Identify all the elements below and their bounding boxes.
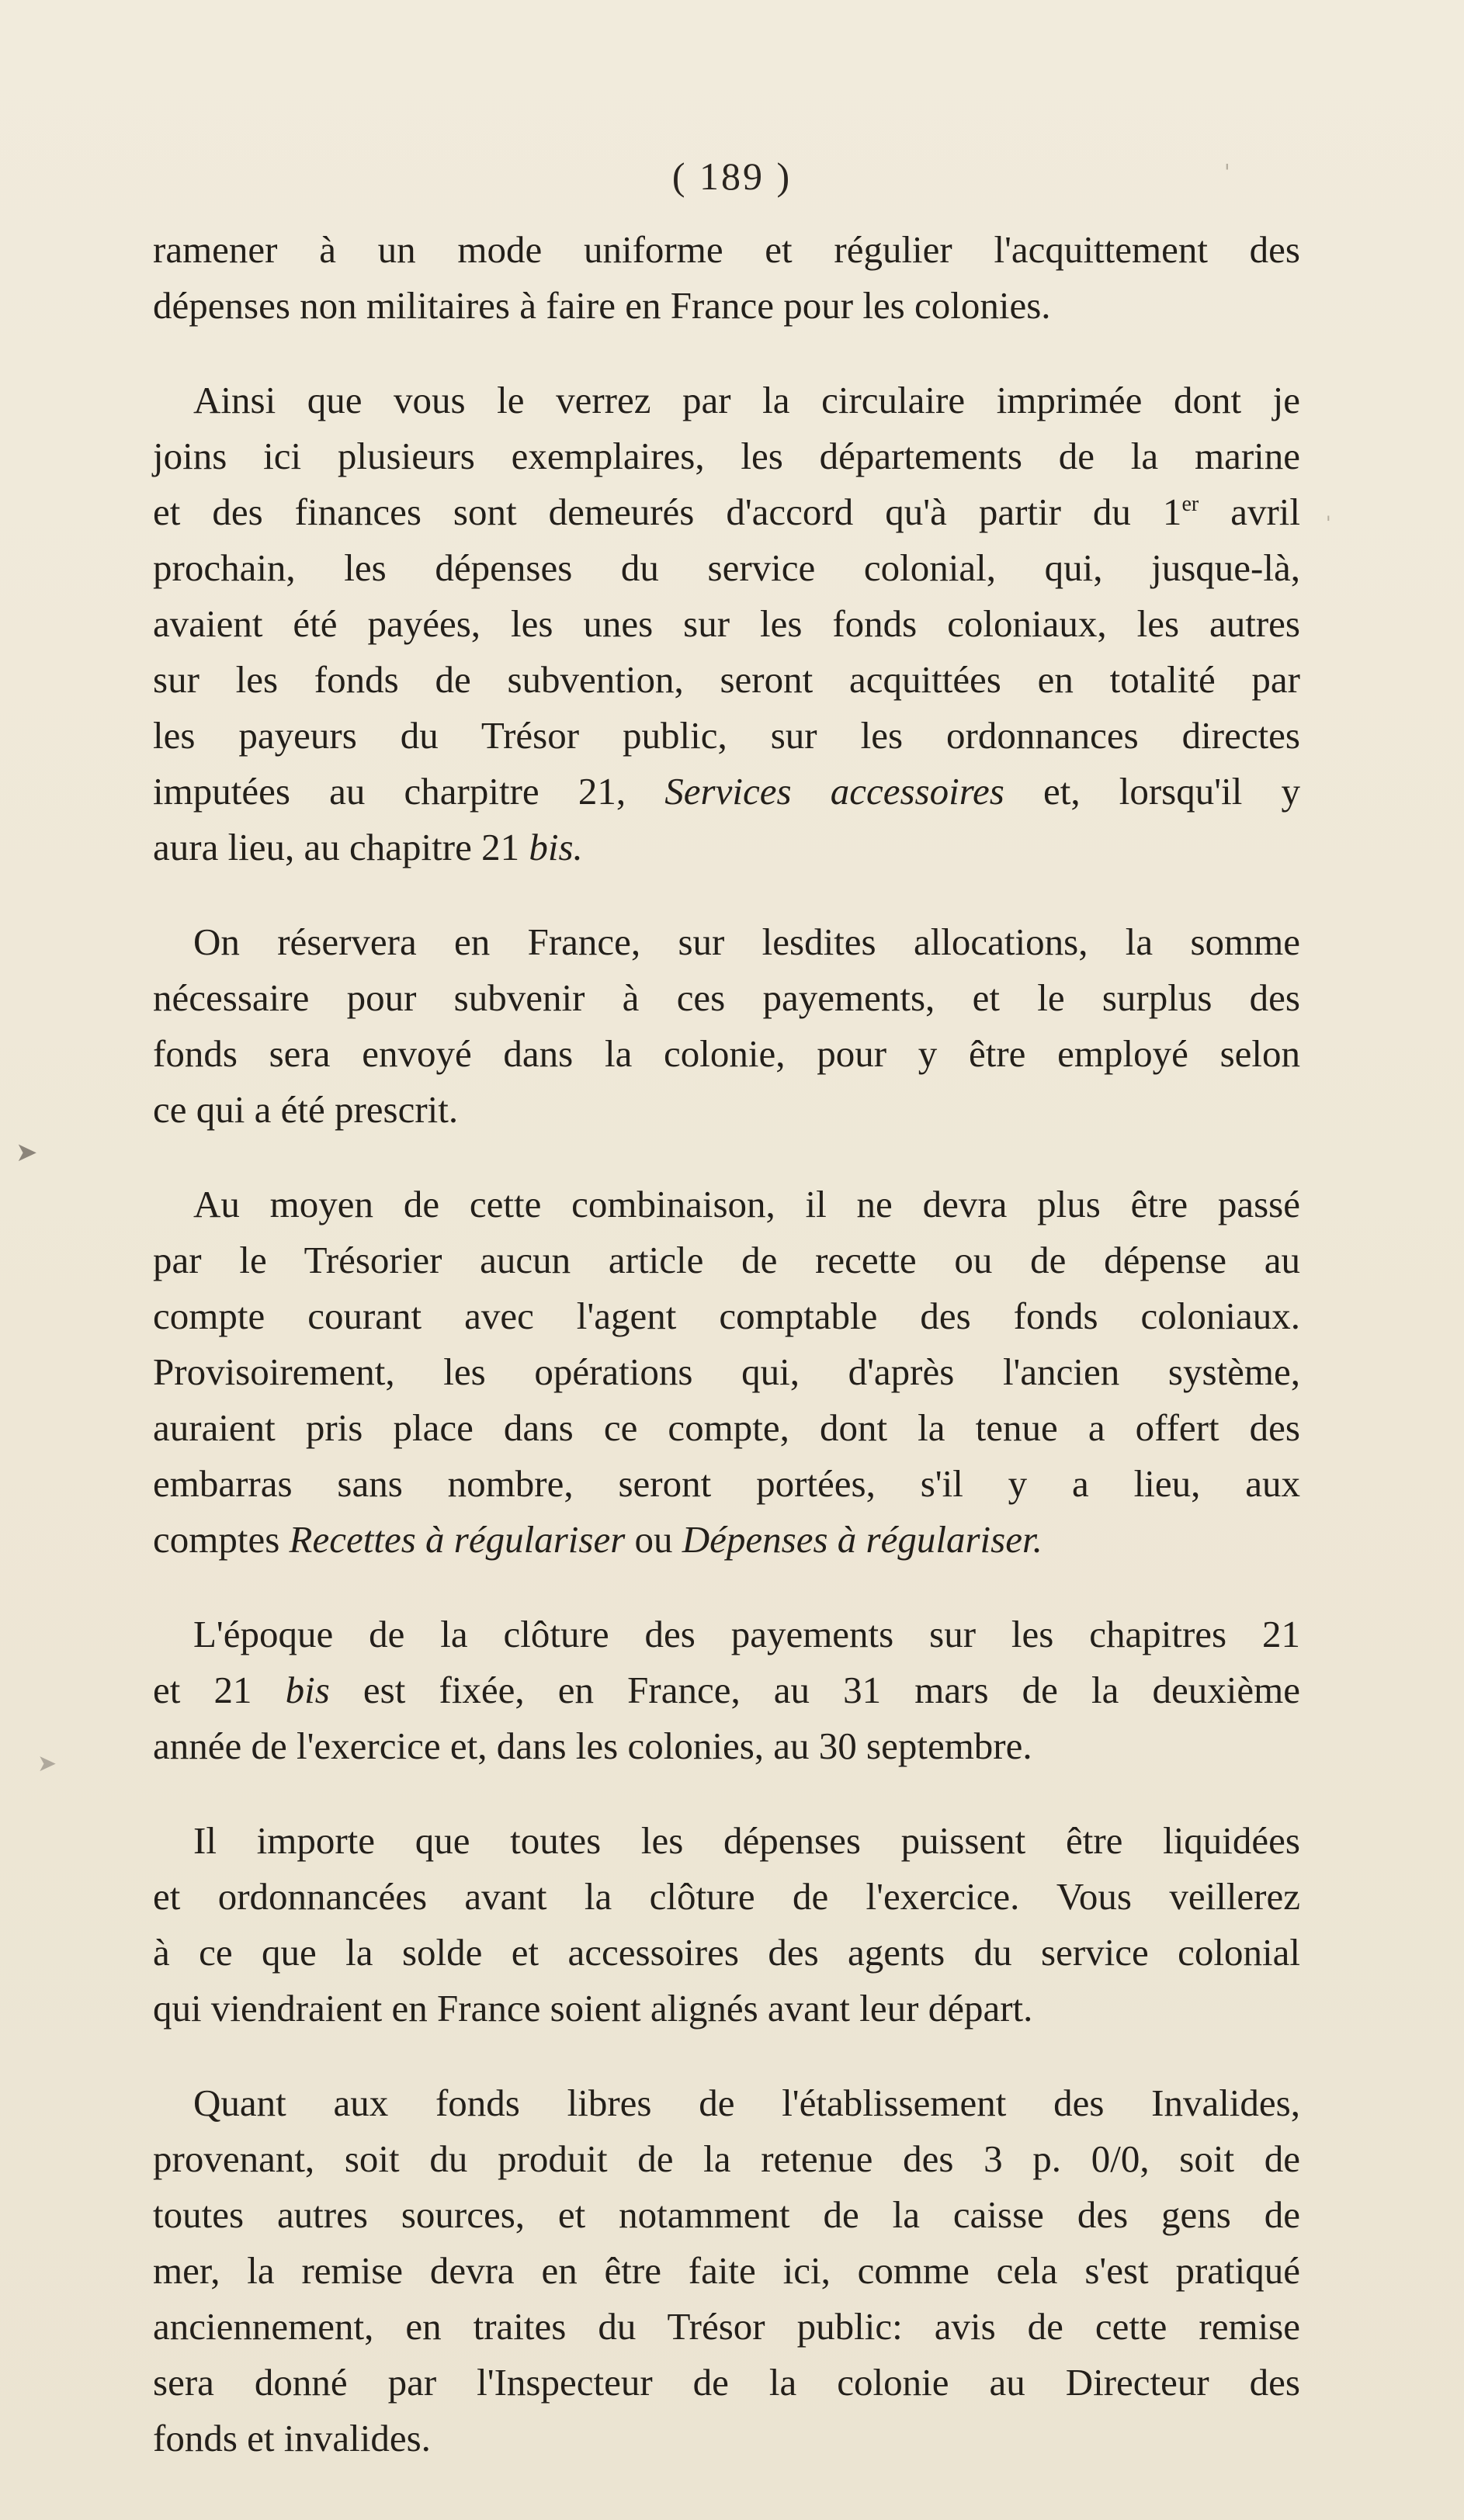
paragraph-gap [153,2036,1300,2075]
text-run: ramener à un mode uniforme et régulier l'acquittement des [153,228,1300,271]
text-run: On réservera en France, sur lesdites allocations, la somme [193,920,1300,963]
text-line [153,1718,1300,1774]
paragraph-gap [153,1568,1300,1607]
text-run: année de l'exercice et, dans les colonies, au 30 septembre. [153,1724,1032,1767]
text-run: toutes autres sources, et notamment de la caisse des gens de [153,2193,1300,2236]
text-run: provenant, soit du produit de la retenue des 3 p. 0/0, soit de [153,2137,1300,2180]
text-run: Ainsi que vous le verrez par la circulaire imprimée dont je [193,379,1300,421]
italic-text: bis [285,1669,330,1711]
body-text [153,222,1300,2466]
text-line [153,2243,1300,2299]
page-number: ( 189 ) [671,154,793,198]
text-line [153,484,1300,540]
paragraph-gap [153,875,1300,914]
text-run: et ordonnancées avant la clôture de l'exercice. Vous veillerez [153,1875,1300,1918]
text-run: auraient pris place dans ce compte, dont la tenue a offert des [153,1406,1300,1449]
paragraph [153,222,1300,334]
paragraph [153,914,1300,1138]
text-line [153,1925,1300,1981]
text-line [153,708,1300,764]
text-line [153,652,1300,708]
text-line [153,278,1300,334]
text-run: avril [1199,490,1300,533]
text-run: anciennement, en traites du Trésor public: avis de cette remise [153,2305,1300,2348]
text-run: et, lorsqu'il y [1004,770,1300,813]
text-run: comptes [153,1518,290,1561]
text-line [153,914,1300,970]
text-run: les payeurs du Trésor public, sur les ordonnances directes [153,714,1300,757]
text-run: nécessaire pour subvenir à ces payements, et le surplus des [153,976,1300,1019]
text-line [153,1981,1300,2036]
text-line [153,1232,1300,1288]
margin-tick-mark: ' [1326,512,1331,534]
paragraph [153,1177,1300,1568]
text-run: fonds sera envoyé dans la colonie, pour y être employé selon [153,1032,1300,1075]
text-line [153,1026,1300,1082]
text-line [153,2355,1300,2411]
text-run: joins ici plusieurs exemplaires, les départements de la marine [153,435,1300,477]
text-run: aura lieu, au chapitre 21 [153,826,529,868]
text-line [153,373,1300,428]
italic-text: Recettes à régulariser [289,1518,626,1561]
text-line [153,1344,1300,1400]
text-run: Au moyen de cette combinaison, il ne devra plus être passé [193,1183,1300,1225]
text-line [153,1869,1300,1925]
margin-tick-mark: ' [1224,159,1230,185]
italic-text: Services accessoires [664,770,1004,813]
text-line [153,1607,1300,1662]
text-run: mer, la remise devra en être faite ici, comme cela s'est pratiqué [153,2249,1300,2292]
text-run: embarras sans nombre, seront portées, s'il y a lieu, aux [153,1462,1300,1505]
text-line [153,1813,1300,1869]
text-run: et 21 [153,1669,286,1711]
text-run: ou [625,1518,682,1561]
text-line [153,1456,1300,1512]
paragraph [153,373,1300,875]
superscript: er [1181,492,1199,516]
text-line [153,428,1300,484]
paragraph-gap [153,1138,1300,1177]
text-run: prochain, les dépenses du service colonial, qui, jusque-là, [153,546,1300,589]
paragraph [153,2075,1300,2466]
text-run: qui viendraient en France soient alignés avant leur départ. [153,1987,1033,2030]
text-line [153,1177,1300,1232]
text-run: L'époque de la clôture des payements sur les chapitres 21 [193,1613,1300,1655]
text-run: imputées au charpitre 21, [153,770,665,813]
text-run: Il importe que toutes les dépenses puissent être liquidées [193,1819,1300,1862]
text-run: sera donné par l'Inspecteur de la colonie au Directeur des [153,2361,1300,2404]
text-line [153,820,1300,875]
text-run: avaient été payées, les unes sur les fonds coloniaux, les autres [153,602,1300,645]
paragraph [153,1813,1300,2036]
text-line [153,2187,1300,2243]
margin-arrow-mark: ➤ [16,1137,38,1168]
text-line [153,1662,1300,1718]
text-line [153,2131,1300,2187]
text-run: est fixée, en France, au 31 mars de la deuxième [329,1669,1300,1711]
text-run: par le Trésorier aucun article de recette ou de dépense au [153,1239,1300,1281]
text-line [153,2411,1300,2466]
text-run: Quant aux fonds libres de l'établissement des Invalides, [193,2082,1300,2124]
text-line [153,596,1300,652]
text-run: ce qui a été prescrit. [153,1088,459,1131]
text-line [153,540,1300,596]
text-run: sur les fonds de subvention, seront acquittées en totalité par [153,658,1300,701]
text-line [153,2299,1300,2355]
text-line [153,1512,1300,1568]
text-line [153,2075,1300,2131]
text-run: à ce que la solde et accessoires des agents du service colonial [153,1931,1300,1974]
paragraph-gap [153,1774,1300,1813]
text-run: Provisoirement, les opérations qui, d'après l'ancien système, [153,1350,1300,1393]
text-run: compte courant avec l'agent comptable des fonds coloniaux. [153,1295,1300,1337]
text-line [153,1288,1300,1344]
text-line [153,1082,1300,1138]
italic-text: Dépenses à régulariser. [682,1518,1042,1561]
italic-text: bis. [529,826,583,868]
text-line [153,970,1300,1026]
text-line [153,1400,1300,1456]
paragraph [153,1607,1300,1774]
paragraph-gap [153,334,1300,373]
text-run: dépenses non militaires à faire en France pour les colonies. [153,284,1051,327]
margin-arrow-mark: ➤ [37,1750,57,1777]
text-line [153,764,1300,820]
text-run: et des finances sont demeurés d'accord qu'à partir du 1 [153,490,1182,533]
text-line [153,222,1300,278]
text-run: fonds et invalides. [153,2417,431,2459]
